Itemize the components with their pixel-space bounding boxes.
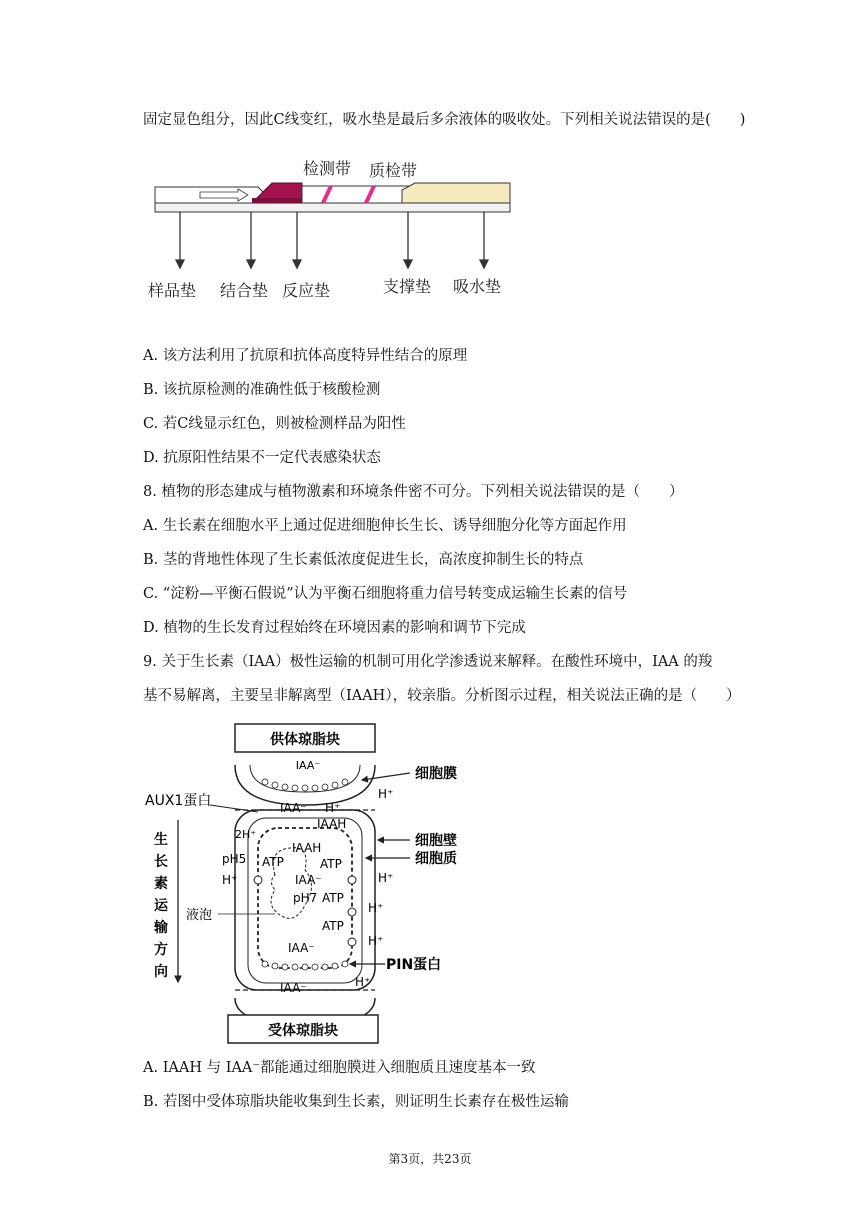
atp-right-3: ATP <box>322 919 344 933</box>
q8-option-b: B. 茎的背地性体现了生长素低浓度促进生长，高浓度抑制生长的特点 <box>143 552 584 568</box>
q7-option-a: A. 该方法利用了抗原和抗体高度特异性结合的原理 <box>143 348 468 364</box>
iaa-minus-center: IAA⁻ <box>295 873 322 887</box>
svg-text:长: 长 <box>154 854 168 870</box>
auxin-transport-figure <box>140 720 480 1050</box>
iaah-top: IAAH <box>317 817 347 831</box>
test-band-label: 检测带 <box>303 159 352 178</box>
h-plus-right-2: H⁺ <box>368 901 384 915</box>
cell-membrane-label: 细胞膜 <box>415 766 457 782</box>
h-plus-right-3: H⁺ <box>368 934 384 948</box>
q9-option-a: A. IAAH 与 IAA⁻都能通过细胞膜进入细胞质且速度基本一致 <box>143 1060 536 1076</box>
q9-stem-line1: 9. 关于生长素（IAA）极性运输的机制可用化学渗透说来解释。在酸性环境中，IAA 的羧 <box>143 654 713 670</box>
cytoplasm-label: 细胞质 <box>415 851 457 867</box>
svg-text:方: 方 <box>154 942 168 958</box>
q9-stem-line2: 基不易解离，主要呈非解离型（IAAH），较亲脂。分析图示过程，相关说法正确的是（ ） <box>143 688 741 704</box>
absorbent-pad <box>402 183 510 203</box>
conjugate-pad-label: 结合垫 <box>220 281 269 300</box>
reaction-pad-label: 反应垫 <box>282 281 331 300</box>
atp-left: ATP <box>262 855 284 869</box>
q8-stem: 8. 植物的形态建成与植物激素和环境条件密不可分。下列相关说法错误的是（ ） <box>143 484 684 500</box>
q7-option-c: C. 若C线显示红色，则被检测样品为阳性 <box>143 416 406 432</box>
svg-text:向: 向 <box>154 964 168 980</box>
page-footer: 第3页，共23页 <box>388 1152 472 1166</box>
h-plus-left: H⁺ <box>222 873 238 887</box>
donor-block-label: 供体琼脂块 <box>270 732 340 748</box>
q7-option-d: D. 抗原阳性结果不一定代表感染状态 <box>143 450 381 466</box>
two-h-plus: 2H⁺ <box>235 828 257 841</box>
q8-option-a: A. 生长素在细胞水平上通过促进细胞伸长生长、诱导细胞分化等方面起作用 <box>143 518 627 534</box>
support-pad-label: 支撑垫 <box>383 277 432 296</box>
iaa-minus-top: IAA⁻ <box>295 759 321 772</box>
h-plus-entry: H⁺ <box>325 801 341 815</box>
atp-right-1: ATP <box>320 857 342 871</box>
sample-pad-label: 样品垫 <box>148 281 197 300</box>
test-strip-figure <box>140 150 520 305</box>
svg-text:生: 生 <box>154 832 168 848</box>
h-plus-right-1: H⁺ <box>378 871 394 885</box>
iaa-minus-exit: IAA⁻ <box>280 981 307 995</box>
receptor-block-label: 受体琼脂块 <box>268 1023 338 1039</box>
cell-wall-label: 细胞壁 <box>415 833 457 849</box>
h-plus-top-right: H⁺ <box>378 787 394 801</box>
vacuole-label: 液泡 <box>186 908 213 923</box>
svg-text:输: 输 <box>154 920 168 936</box>
ph7-label: pH7 <box>293 891 318 905</box>
svg-text:素: 素 <box>154 876 168 892</box>
control-band-label: 质检带 <box>369 161 418 180</box>
pin-protein-label: PIN蛋白 <box>386 957 442 973</box>
svg-text:运: 运 <box>154 898 168 914</box>
q8-option-c: C. “淀粉—平衡石假说”认为平衡石细胞将重力信号转变成运输生长素的信号 <box>143 586 628 602</box>
iaa-minus-bottom: IAA⁻ <box>288 941 315 955</box>
absorbent-pad-label: 吸水垫 <box>453 277 502 296</box>
atp-right-2: ATP <box>322 891 344 905</box>
intro-line: 固定显色组分，因此C线变红，吸水垫是最后多余液体的吸收处。下列相关说法错误的是( ) <box>143 112 746 128</box>
h-plus-bottom: H⁺ <box>355 975 371 989</box>
direction-label <box>153 831 169 980</box>
iaa-minus-entry: IAA⁻ <box>280 801 307 815</box>
q8-option-d: D. 植物的生长发育过程始终在环境因素的影响和调节下完成 <box>143 620 526 636</box>
aux1-label: AUX1蛋白 <box>145 793 212 809</box>
q9-option-b: B. 若图中受体琼脂块能收集到生长素，则证明生长素存在极性运输 <box>143 1094 569 1110</box>
pin-beads <box>262 961 348 970</box>
ph5-label: pH5 <box>222 852 247 866</box>
iaah-center: IAAH <box>292 841 322 855</box>
q7-option-b: B. 该抗原检测的准确性低于核酸检测 <box>143 382 381 398</box>
